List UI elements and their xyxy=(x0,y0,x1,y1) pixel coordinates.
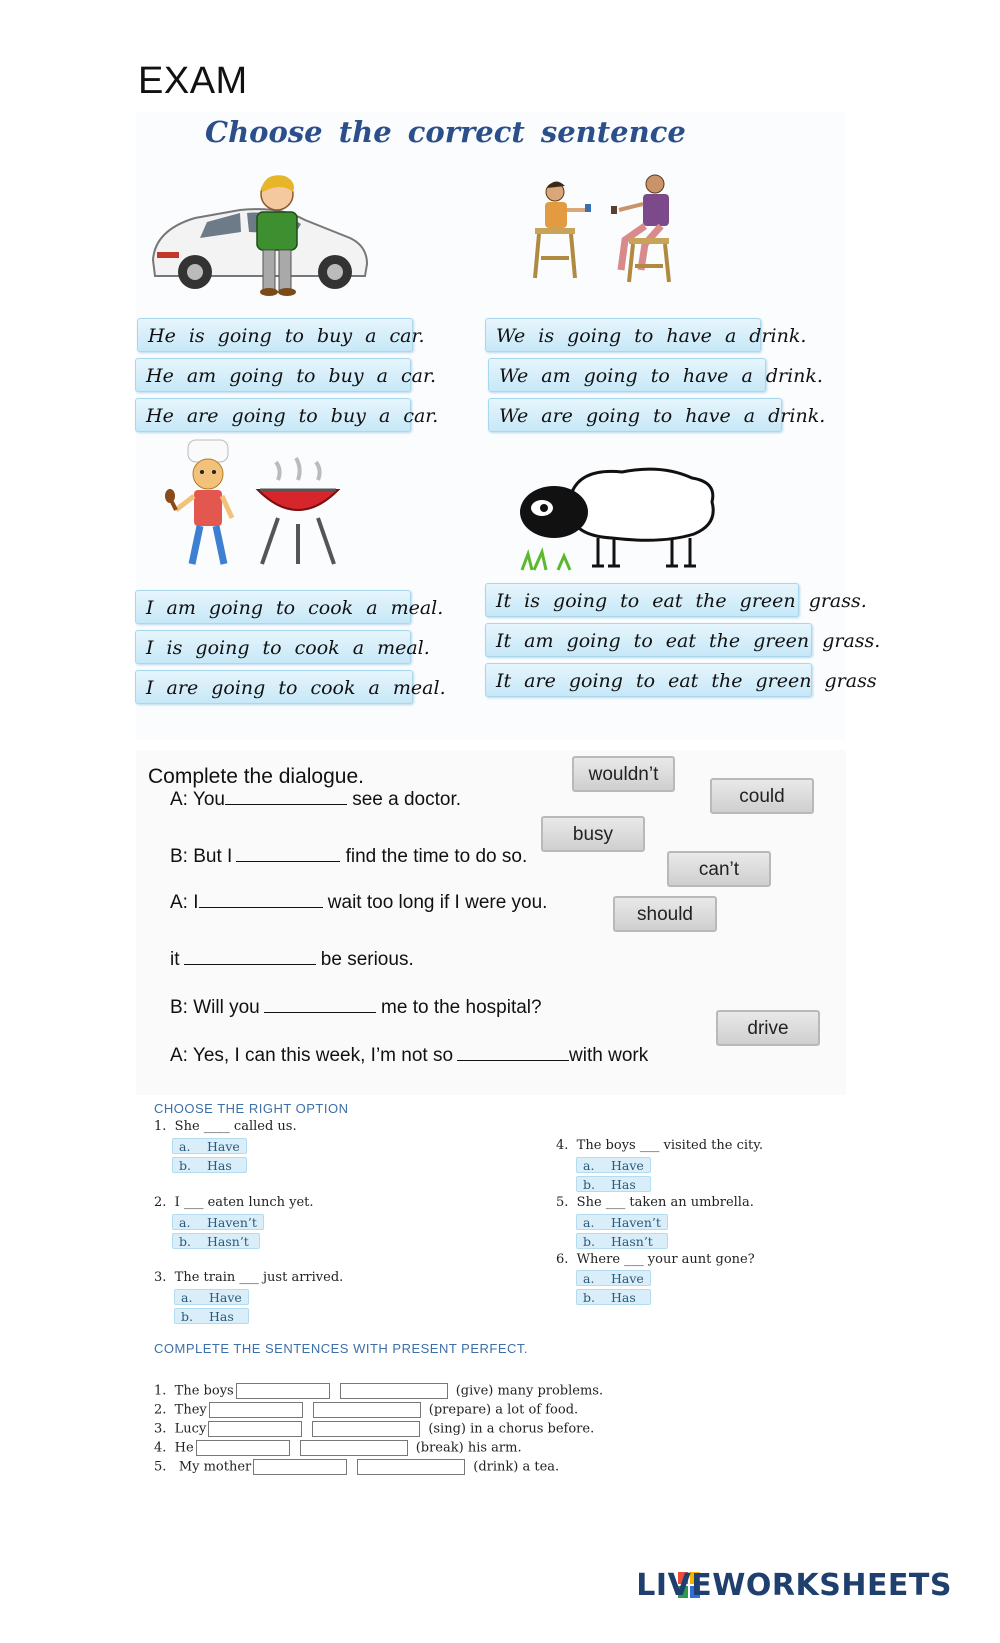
option-text: Haven’t xyxy=(611,1215,661,1230)
option-text: Haven’t xyxy=(207,1215,257,1230)
option-he-are-buy-car[interactable]: He are going to buy a car. xyxy=(135,398,411,432)
item-subject: Lucy xyxy=(174,1421,207,1437)
option-letter: a. xyxy=(179,1215,191,1230)
sentence-item-3 xyxy=(154,1421,594,1437)
option-letter: a. xyxy=(583,1271,595,1286)
section4-title: COMPLETE THE SENTENCES WITH PRESENT PERFECT. xyxy=(154,1341,529,1356)
item-rest: (drink) a tea. xyxy=(473,1459,560,1475)
option-it-is-eat[interactable]: It is going to eat the green grass. xyxy=(485,583,799,617)
question-number: 4. xyxy=(556,1138,569,1153)
option-letter: b. xyxy=(583,1177,595,1192)
word-bank-busy[interactable]: busy xyxy=(541,816,645,852)
dialogue-text: see a doctor. xyxy=(352,789,462,810)
sentence-item-2 xyxy=(154,1402,578,1418)
question-text: I ___ eaten lunch yet. xyxy=(174,1195,314,1210)
word-bank-could[interactable]: could xyxy=(710,778,814,814)
boy-car-illustration xyxy=(145,172,375,300)
option-letter: a. xyxy=(181,1290,193,1305)
option-letter: b. xyxy=(181,1309,193,1324)
dialogue-text: wait too long if I were you. xyxy=(327,892,548,913)
option-letter: b. xyxy=(583,1290,595,1305)
question-number: 5. xyxy=(556,1195,569,1210)
item-rest: (break) his arm. xyxy=(415,1440,522,1456)
option-letter: b. xyxy=(583,1234,595,1249)
dialogue-text: it xyxy=(170,949,180,970)
word-bank-should[interactable]: should xyxy=(613,896,717,932)
option-letter: a. xyxy=(583,1158,595,1173)
question-5 xyxy=(556,1195,754,1210)
q2-option-b[interactable] xyxy=(172,1233,260,1249)
q4-option-b[interactable] xyxy=(576,1176,651,1192)
q3-option-b[interactable] xyxy=(174,1308,249,1324)
answer-box-1a[interactable] xyxy=(236,1383,330,1399)
section3-title: CHOOSE THE RIGHT OPTION xyxy=(154,1101,349,1116)
question-3 xyxy=(154,1270,343,1285)
question-number: 3. xyxy=(154,1270,167,1285)
dialogue-text: me to the hospital? xyxy=(381,997,542,1018)
option-we-am-drink[interactable]: We am going to have a drink. xyxy=(488,358,766,392)
answer-box-3b[interactable] xyxy=(312,1421,420,1437)
option-text: Hasn’t xyxy=(207,1234,249,1249)
option-text: Have xyxy=(207,1139,240,1154)
question-text: The boys ___ visited the city. xyxy=(576,1138,764,1153)
dialogue-text: with work xyxy=(569,1045,649,1066)
word-bank-drive[interactable]: drive xyxy=(716,1010,820,1046)
dialogue-line-5 xyxy=(170,996,542,1019)
dialogue-text: be serious. xyxy=(320,949,414,970)
item-number: 1. xyxy=(154,1383,167,1399)
option-we-is-drink[interactable]: We is going to have a drink. xyxy=(485,318,761,352)
q5-option-b[interactable] xyxy=(576,1233,668,1249)
option-text: Has xyxy=(209,1309,234,1324)
dialogue-text: A: Yes, I can this week, I’m not so xyxy=(170,1045,454,1066)
question-text: She ____ called us. xyxy=(174,1119,297,1134)
answer-box-3a[interactable] xyxy=(208,1421,302,1437)
option-letter: b. xyxy=(179,1158,191,1173)
item-number: 4. xyxy=(154,1440,167,1456)
option-i-am-cook[interactable]: I am going to cook a meal. xyxy=(135,590,411,624)
item-subject: The boys xyxy=(174,1383,234,1399)
option-letter: a. xyxy=(179,1139,191,1154)
dialogue-line-2 xyxy=(170,845,527,868)
option-text: Have xyxy=(611,1271,644,1286)
two-people-drinking-illustration xyxy=(525,170,695,288)
answer-box-2a[interactable] xyxy=(209,1402,303,1418)
option-text: Has xyxy=(611,1177,636,1192)
dialogue-text: A: You xyxy=(170,789,225,810)
q1-option-b[interactable] xyxy=(172,1157,247,1173)
item-rest: (sing) in a chorus before. xyxy=(428,1421,595,1437)
dialogue-blank-1[interactable] xyxy=(225,788,347,805)
q6-option-a[interactable] xyxy=(576,1270,651,1286)
item-number: 2. xyxy=(154,1402,167,1418)
question-6 xyxy=(556,1252,755,1267)
sentence-item-1 xyxy=(154,1383,603,1399)
dialogue-line-3 xyxy=(170,891,547,914)
sentence-item-5 xyxy=(154,1459,559,1475)
option-i-is-cook[interactable]: I is going to cook a meal. xyxy=(135,630,411,664)
section1-title: Choose the correct sentence xyxy=(205,115,686,149)
answer-box-4b[interactable] xyxy=(300,1440,408,1456)
answer-box-2b[interactable] xyxy=(313,1402,421,1418)
question-text: The train ___ just arrived. xyxy=(174,1270,344,1285)
sheep-grass-illustration xyxy=(512,462,722,574)
option-he-is-buy-car[interactable]: He is going to buy a car. xyxy=(137,318,413,352)
item-subject: My mother xyxy=(178,1459,252,1475)
question-number: 2. xyxy=(154,1195,167,1210)
dialogue-line-4 xyxy=(170,948,414,971)
question-text: Where ___ your aunt gone? xyxy=(576,1252,755,1267)
dialogue-text: find the time to do so. xyxy=(345,846,528,867)
answer-box-1b[interactable] xyxy=(340,1383,448,1399)
option-text: Hasn’t xyxy=(611,1234,653,1249)
item-subject: They xyxy=(174,1402,207,1418)
dialogue-blank-6[interactable] xyxy=(457,1044,569,1061)
option-we-are-drink[interactable]: We are going to have a drink. xyxy=(488,398,782,432)
option-he-am-buy-car[interactable]: He am going to buy a car. xyxy=(135,358,411,392)
option-text: Has xyxy=(611,1290,636,1305)
question-1 xyxy=(154,1119,297,1134)
question-number: 1. xyxy=(154,1119,167,1134)
option-letter: b. xyxy=(179,1234,191,1249)
dialogue-blank-5[interactable] xyxy=(264,996,376,1013)
section2-title: Complete the dialogue. xyxy=(148,765,364,788)
sentence-item-4 xyxy=(154,1440,522,1456)
item-subject: He xyxy=(174,1440,194,1456)
q2-option-a[interactable] xyxy=(172,1214,264,1230)
option-text: Has xyxy=(207,1158,232,1173)
question-text: She ___ taken an umbrella. xyxy=(576,1195,754,1210)
q3-option-a[interactable] xyxy=(174,1289,249,1305)
chef-barbecue-illustration xyxy=(168,440,348,578)
dialogue-line-6 xyxy=(170,1044,648,1067)
option-text: Have xyxy=(611,1158,644,1173)
option-it-are-eat[interactable]: It are going to eat the green grass xyxy=(485,663,812,697)
option-i-are-cook[interactable]: I are going to cook a meal. xyxy=(135,670,413,704)
answer-box-5b[interactable] xyxy=(357,1459,465,1475)
q4-option-a[interactable] xyxy=(576,1157,651,1173)
option-text: Have xyxy=(209,1290,242,1305)
q6-option-b[interactable] xyxy=(576,1289,651,1305)
item-rest: (give) many problems. xyxy=(455,1383,604,1399)
dialogue-line-1 xyxy=(170,788,461,811)
question-2 xyxy=(154,1195,314,1210)
page-title: EXAM xyxy=(138,60,248,102)
answer-box-4a[interactable] xyxy=(196,1440,290,1456)
q5-option-a[interactable] xyxy=(576,1214,668,1230)
item-number: 5. xyxy=(154,1459,167,1475)
item-rest: (prepare) a lot of food. xyxy=(428,1402,579,1418)
dialogue-blank-4[interactable] xyxy=(184,948,316,965)
word-bank-wouldnt[interactable]: wouldn’t xyxy=(572,756,675,792)
question-4 xyxy=(556,1138,763,1153)
brand-logo: LIVEWORKSHEETS xyxy=(636,1568,952,1603)
dialogue-text: B: Will you xyxy=(170,997,260,1018)
dialogue-blank-3[interactable] xyxy=(199,891,323,908)
option-letter: a. xyxy=(583,1215,595,1230)
answer-box-5a[interactable] xyxy=(253,1459,347,1475)
option-it-am-eat[interactable]: It am going to eat the green grass. xyxy=(485,623,812,657)
q1-option-a[interactable] xyxy=(172,1138,247,1154)
item-number: 3. xyxy=(154,1421,167,1437)
dialogue-text: B: But I xyxy=(170,846,233,867)
dialogue-text: A: I xyxy=(170,892,199,913)
question-number: 6. xyxy=(556,1252,569,1267)
word-bank-cant[interactable]: can’t xyxy=(667,851,771,887)
dialogue-blank-2[interactable] xyxy=(236,845,340,862)
